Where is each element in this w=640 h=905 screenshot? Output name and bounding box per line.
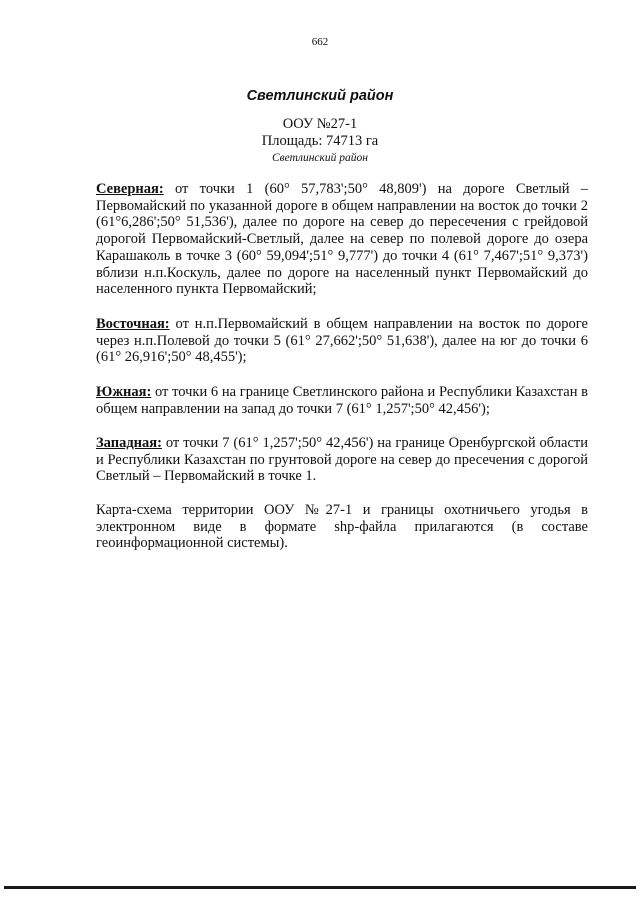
north-boundary-paragraph [96, 181, 588, 298]
south-boundary-label: Южная: [96, 384, 152, 400]
south-boundary-text: от точки 6 на границе Светлинского района и Республики Казахстан в общем направлении на запад до точки 7 (61° 1,257';50° 42,456'); [96, 384, 588, 417]
bottom-rule [4, 886, 636, 889]
map-note-paragraph [96, 502, 588, 552]
district-subtitle: Светлинский район [272, 152, 368, 164]
map-note-text: Карта-схема территории ООУ №27-1 и границы охотничьего угодья в электронном виде в формате shp-файла прилагаются (в составе геоинформационной системы). [96, 502, 588, 552]
page-number: 662 [311, 36, 329, 48]
south-boundary-paragraph [96, 384, 588, 417]
east-boundary-label: Восточная: [96, 316, 170, 332]
east-boundary-paragraph [96, 316, 588, 366]
east-boundary-text: от н.п.Первомайский в общем направлении на восток по дороге через н.п.Полевой до точки 5 (61° 27,662';50° 51,638'), далее на юг до точки 6 (61° 26,916';50° 48,455'); [96, 316, 588, 366]
district-title: Светлинский район [246, 88, 394, 104]
north-boundary-label: Северная: [96, 181, 164, 197]
west-boundary-paragraph [96, 435, 588, 485]
area-value: Площадь: 74713 га [261, 133, 379, 149]
hunting-unit-code: ООУ №27-1 [282, 116, 358, 132]
west-boundary-label: Западная: [96, 435, 162, 451]
north-boundary-text: от точки 1 (60° 57,783';50° 48,809') на дороге Светлый – Первомайский по указанной дороге в общем направлении на восток до точки 2 (61°6,286';50° 51,536'), далее по дороге на север до пересечения с грейдовой дорогой Первомайский-Светлый, далее на север по полевой дороге до озера Карашаколь в точке 3 (60° 59,094';51° 9,777') до точки 4 (61° 7,467';51° 9,373') вблизи н.п.Коскуль, далее по дороге на населенный пункт Первомайский до населенного пункта Первомайский; [96, 181, 588, 298]
west-boundary-text: от точки 7 (61° 1,257';50° 42,456') на границе Оренбургской области и Республики Казахстан по грунтовой дороге на север до пресечения с дорогой Светлый – Первомайский в точке 1. [96, 435, 588, 485]
